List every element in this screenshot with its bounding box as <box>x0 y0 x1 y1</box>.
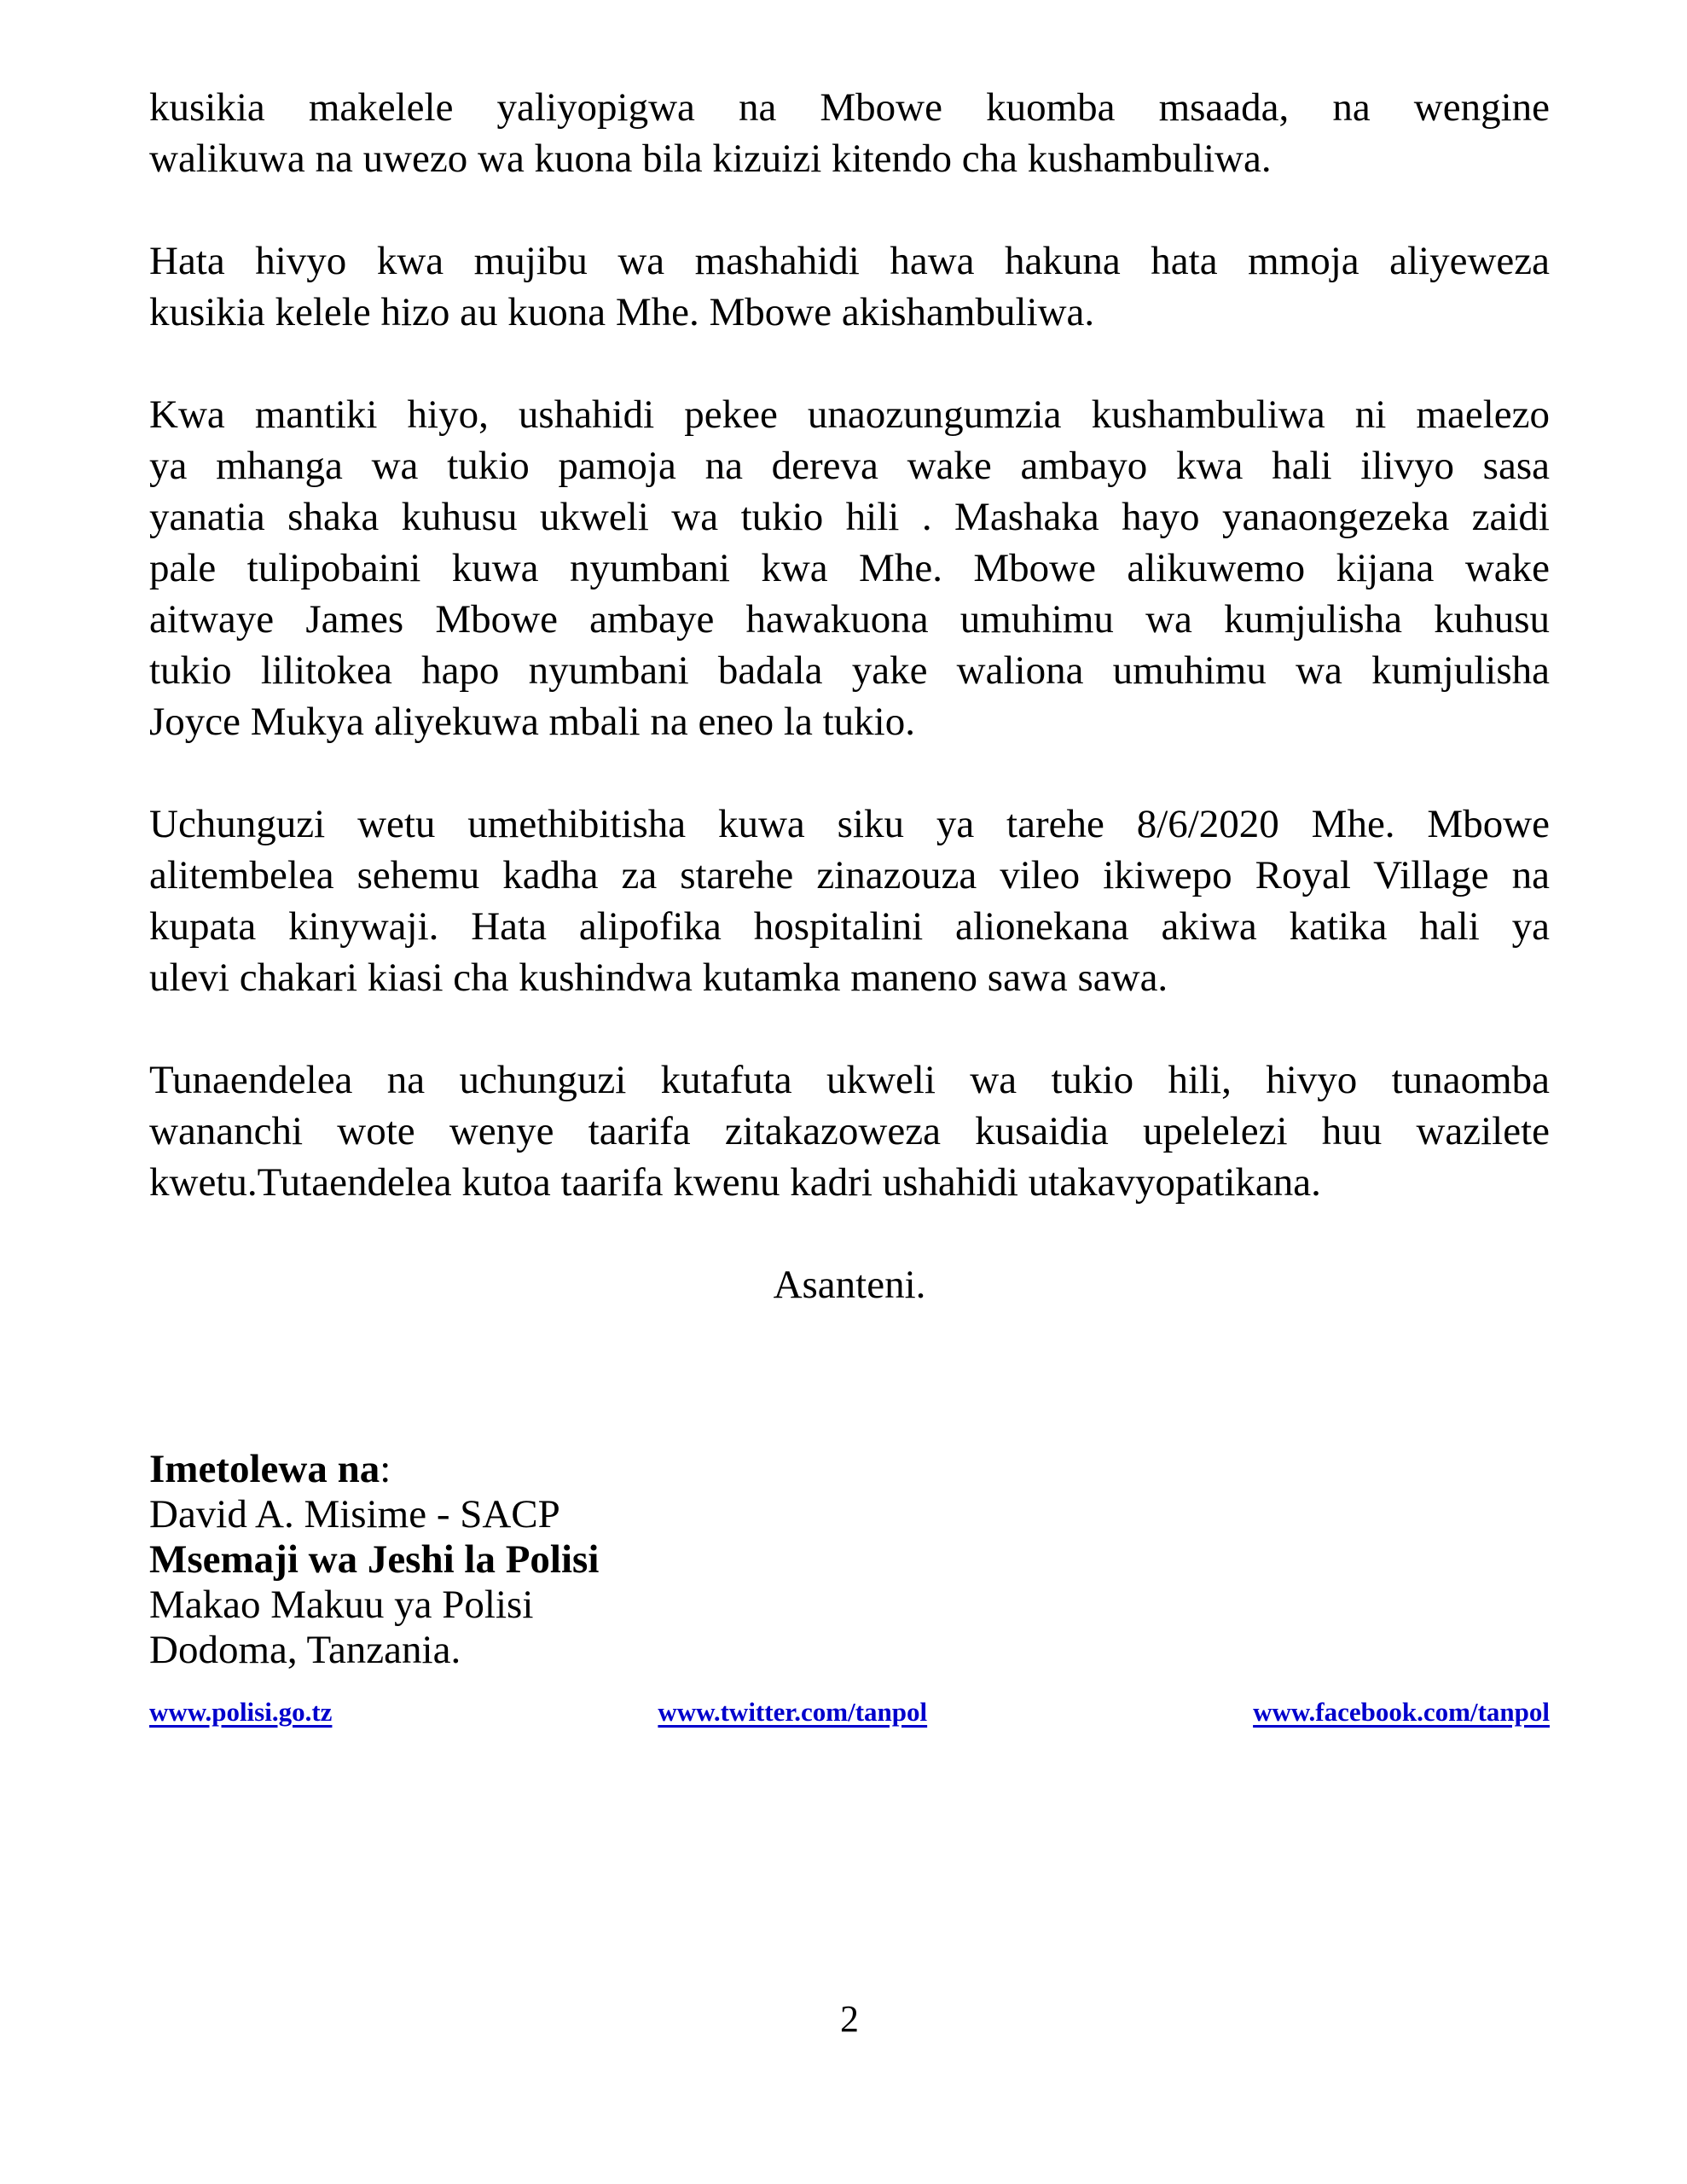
footer-link[interactable]: www.polisi.go.tz <box>149 1697 333 1727</box>
page-number: 2 <box>840 1998 859 2040</box>
body-line: kusikia makelele yaliyopigwa na Mbowe kuomba msaada, na wengine <box>149 85 1550 130</box>
body-line: aitwaye James Mbowe ambaye hawakuona umuhimu wa kumjulisha kuhusu <box>149 597 1550 642</box>
signature-line <box>149 1628 1550 1673</box>
signature-line-text: David A. Misime - SACP <box>149 1492 560 1536</box>
body-line: wananchi wote wenye taarifa zitakazoweza kusaidia upelelezi huu wazilete <box>149 1109 1550 1153</box>
body-line: ulevi chakari kiasi cha kushindwa kutamka maneno sawa sawa. <box>149 956 1168 1000</box>
footer-link[interactable]: www.twitter.com/tanpol <box>658 1697 928 1727</box>
signature-line-suffix: : <box>380 1447 391 1491</box>
signature-line <box>149 1447 1550 1492</box>
signature-line-text: Dodoma, Tanzania. <box>149 1628 461 1672</box>
footer-links <box>149 1697 1550 1728</box>
signature-line <box>149 1537 1550 1583</box>
signature-line <box>149 1583 1550 1628</box>
signature-line <box>149 1492 1550 1537</box>
body-line: ya mhanga wa tukio pamoja na dereva wake ambayo kwa hali ilivyo sasa <box>149 444 1550 488</box>
signature-line-text: Makao Makuu ya Polisi <box>149 1583 534 1627</box>
body-line: Kwa mantiki hiyo, ushahidi pekee unaozungumzia kushambuliwa ni maelezo <box>149 392 1550 437</box>
body-line: yanatia shaka kuhusu ukweli wa tukio hili . Mashaka hayo yanaongezeka zaidi <box>149 495 1550 539</box>
signature-line-text: Imetolewa na <box>149 1447 380 1491</box>
body-text <box>149 82 1550 1208</box>
body-line: kusikia kelele hizo au kuona Mhe. Mbowe akishambuliwa. <box>149 290 1095 334</box>
footer-link[interactable]: www.facebook.com/tanpol <box>1253 1697 1550 1727</box>
body-line: kwetu.Tutaendelea kutoa taarifa kwenu kadri ushahidi utakavyopatikana. <box>149 1160 1321 1205</box>
body-line: kupata kinywaji. Hata alipofika hospitalini alionekana akiwa katika hali ya <box>149 904 1550 949</box>
body-line: Joyce Mukya aliyekuwa mbali na eneo la tukio. <box>149 700 915 744</box>
body-line: pale tulipobaini kuwa nyumbani kwa Mhe. Mbowe alikuwemo kijana wake <box>149 546 1550 590</box>
body-line: tukio lilitokea hapo nyumbani badala yake waliona umuhimu wa kumjulisha <box>149 648 1550 693</box>
body-line: Hata hivyo kwa mujibu wa mashahidi hawa hakuna hata mmoja aliyeweza <box>149 239 1550 283</box>
body-line: walikuwa na uwezo wa kuona bila kizuizi kitendo cha kushambuliwa. <box>149 136 1272 181</box>
body-line: Tunaendelea na uchunguzi kutafuta ukweli wa tukio hili, hivyo tunaomba <box>149 1058 1550 1102</box>
body-line: alitembelea sehemu kadha za starehe zinazouza vileo ikiwepo Royal Village na <box>149 853 1550 897</box>
closing-text: Asanteni. <box>773 1263 926 1307</box>
signature-block <box>149 1447 1550 1673</box>
signature-line-text: Msemaji wa Jeshi la Polisi <box>149 1537 600 1582</box>
body-line: Uchunguzi wetu umethibitisha kuwa siku ya tarehe 8/6/2020 Mhe. Mbowe <box>149 802 1550 846</box>
